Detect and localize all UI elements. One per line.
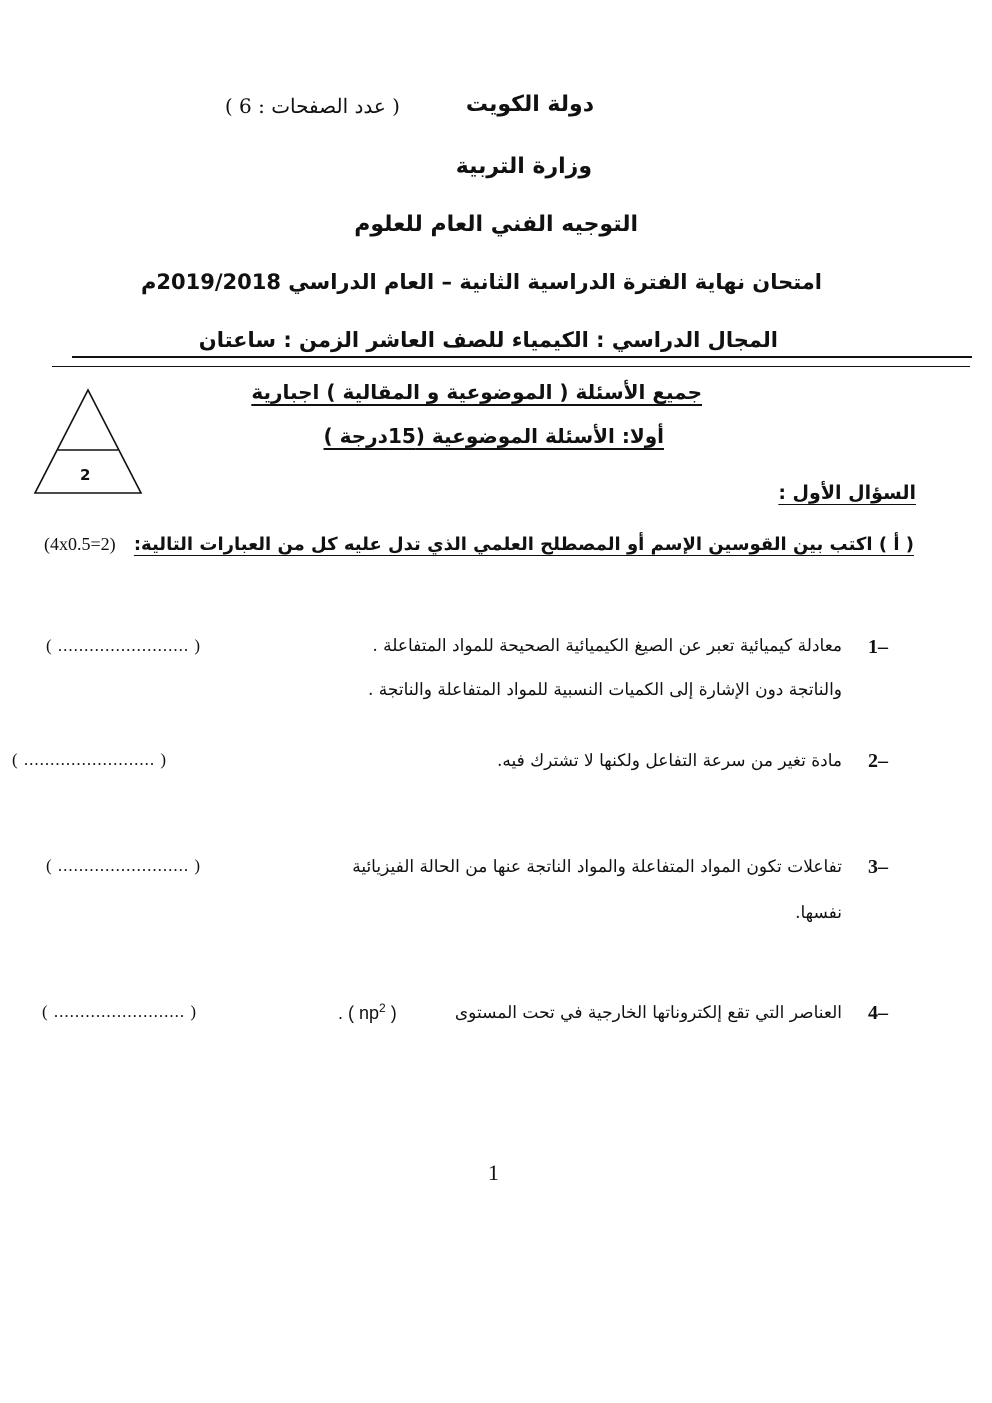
formula-exponent: 2 <box>379 1001 386 1015</box>
section-one-title: أولا: الأسئلة الموضوعية (15درجة ) <box>323 424 664 448</box>
score-triangle <box>32 386 144 496</box>
part-a-marks: (4x0.5=2) <box>44 534 116 554</box>
pages-count: ( عدد الصفحات : 6 ) <box>224 94 400 118</box>
item-3-answer-blank[interactable]: ( ......................... ) <box>46 856 202 875</box>
country-title: دولة الكويت <box>465 92 594 117</box>
part-a-instruction: ( أ ) اكتب بين القوسين الإسم أو المصطلح العلمي الذي تدل عليه كل من العبارات التالية: <box>133 534 914 555</box>
item-4-text: العناصر التي تقع إلكتروناتها الخارجية في تحت المستوى <box>454 1003 842 1023</box>
question-one-title: السؤال الأول : <box>778 482 916 504</box>
page-number: 1 <box>488 1160 499 1185</box>
item-3-text-line1: تفاعلات تكون المواد المتفاعلة والمواد الناتجة عنها من الحالة الفيزيائية <box>352 857 842 877</box>
subject-line: المجال الدراسي : الكيمياء للصف العاشر الزمن : ساعتان <box>198 328 778 352</box>
formula-base: np <box>359 1003 380 1023</box>
item-1-text-line1: معادلة كيميائية تعبر عن الصيغ الكيميائية الصحيحة للمواد المتفاعلة . <box>372 636 842 656</box>
formula-paren-open: . ( <box>338 1003 359 1023</box>
triangle-score: 2 <box>80 466 91 484</box>
item-3-text-line2: نفسها. <box>795 903 842 923</box>
ministry-title: وزارة التربية <box>455 154 592 179</box>
item-1-text-line2: والناتجة دون الإشارة إلى الكميات النسبية للمواد المتفاعلة والناتجة . <box>367 680 842 700</box>
header-divider-bottom <box>52 366 970 367</box>
item-2-number: 2– <box>868 750 888 772</box>
all-questions-note: جميع الأسئلة ( الموضوعية و المقالية ) اجبارية <box>251 380 702 404</box>
exam-title: امتحان نهاية الفترة الدراسية الثانية – العام الدراسي 2019/2018م <box>141 270 822 294</box>
item-1-number: 1– <box>868 636 888 658</box>
item-1-answer-blank[interactable]: ( ......................... ) <box>46 636 202 655</box>
item-3-number: 3– <box>868 856 888 878</box>
directorate-title: التوجيه الفني العام للعلوم <box>354 212 638 237</box>
item-4-answer-blank[interactable]: ( ......................... ) <box>42 1002 198 1021</box>
formula-paren-close: ) <box>385 1003 397 1023</box>
header-divider-top <box>72 356 972 358</box>
item-4-number: 4– <box>868 1002 888 1024</box>
item-4-formula <box>338 1001 397 1024</box>
item-2-text: مادة تغير من سرعة التفاعل ولكنها لا تشترك فيه. <box>496 751 842 771</box>
item-2-answer-blank[interactable]: ( ......................... ) <box>12 750 168 769</box>
